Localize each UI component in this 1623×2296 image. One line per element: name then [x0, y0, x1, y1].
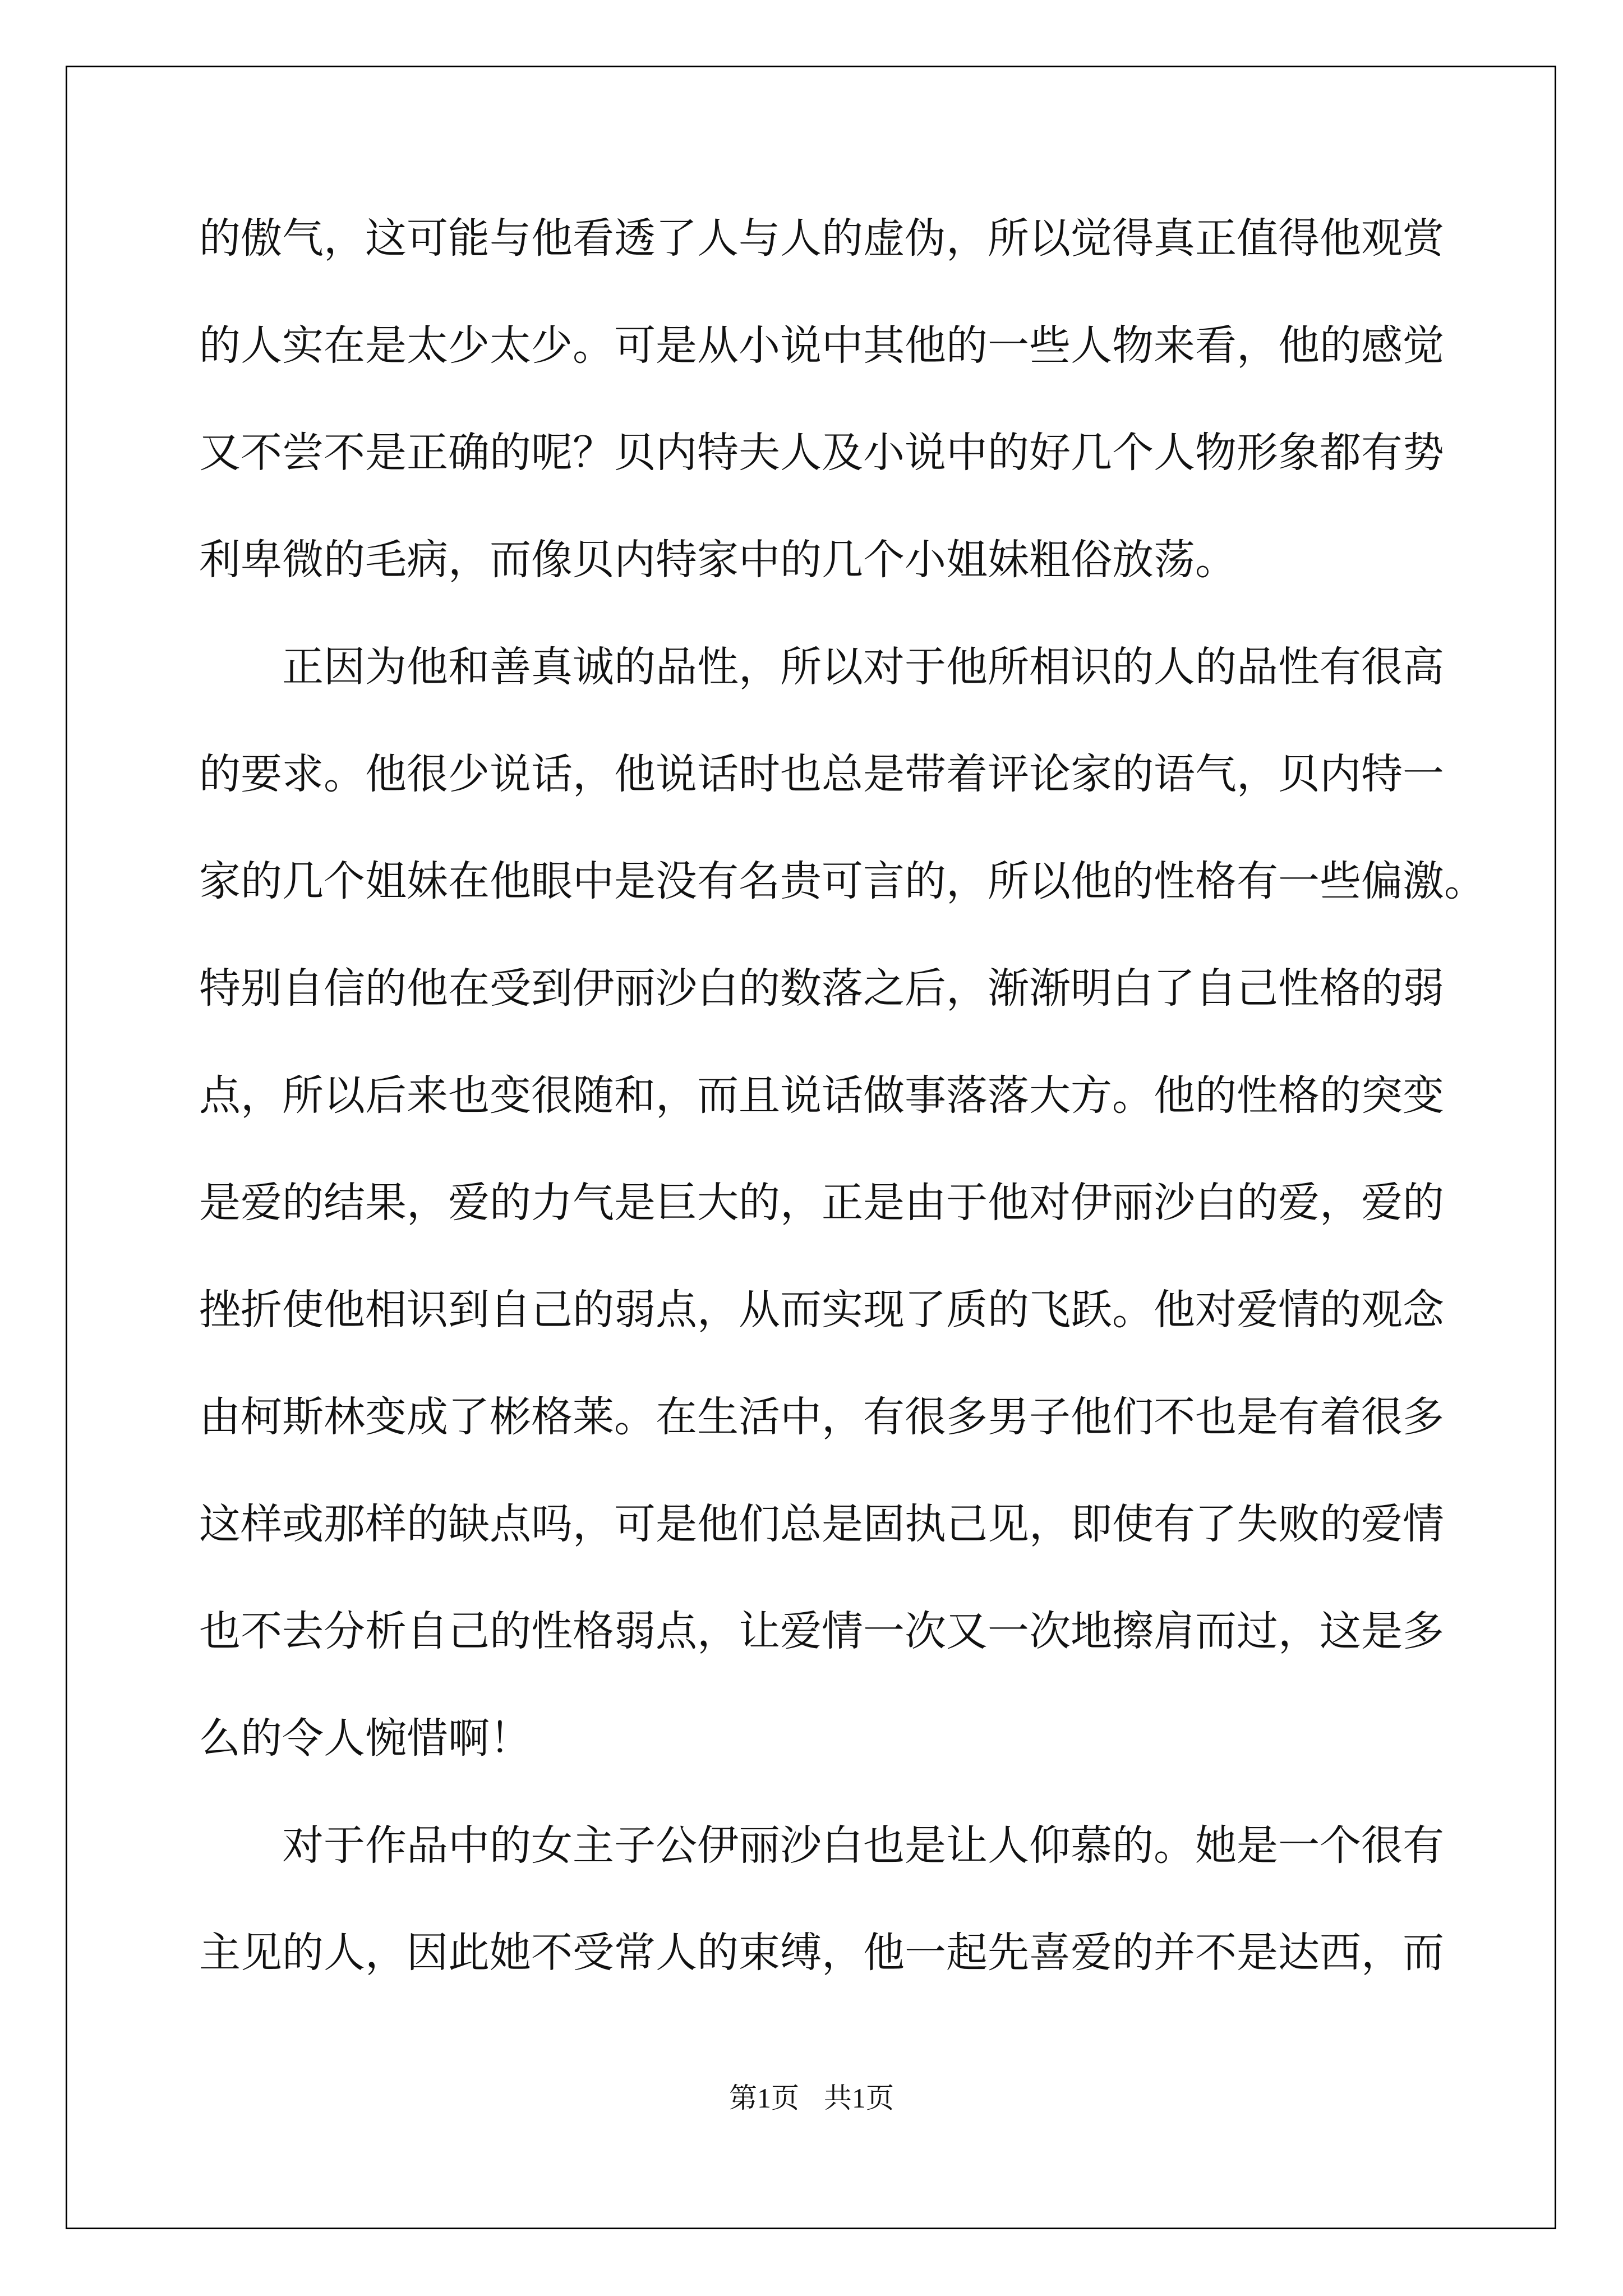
text-line: 的人实在是太少太少。可是从小说中其他的一些人物来看，他的感觉 — [199, 321, 1444, 370]
text-line: 由柯斯林变成了彬格莱。在生活中，有很多男子他们不也是有着很多 — [199, 1393, 1444, 1441]
page-number-current: 第1页 — [729, 2082, 799, 2114]
text-line: 正因为他和善真诚的品性，所以对于他所相识的人的品性有很高 — [282, 643, 1444, 691]
text-line: 家的几个姐妹在他眼中是没有名贵可言的，所以他的性格有一些偏激。 — [199, 857, 1486, 905]
text-line: 的要求。他很少说话，他说话时也总是带着评论家的语气，贝内特一 — [199, 750, 1444, 798]
text-line: 这样或那样的缺点吗，可是他们总是固执己见，即使有了失败的爱情 — [199, 1500, 1444, 1548]
page-footer — [0, 2076, 1623, 2116]
text-line: 么的令人惋惜啊！ — [199, 1714, 531, 1763]
page-number-total: 共1页 — [824, 2082, 894, 2114]
text-line: 主见的人，因此她不受常人的束缚，他一起先喜爱的并不是达西，而 — [199, 1929, 1444, 1977]
document-body — [199, 185, 1486, 2007]
text-line: 挫折使他相识到自己的弱点，从而实现了质的飞跃。他对爱情的观念 — [199, 1286, 1444, 1334]
text-line: 利卑微的毛病，而像贝内特家中的几个小姐妹粗俗放荡。 — [199, 536, 1237, 584]
text-line: 是爱的结果，爱的力气是巨大的，正是由于他对伊丽沙白的爱，爱的 — [199, 1179, 1444, 1227]
text-line: 对于作品中的女主子公伊丽沙白也是让人仰慕的。她是一个很有 — [282, 1821, 1444, 1870]
text-line: 特别自信的他在受到伊丽沙白的数落之后，渐渐明白了自己性格的弱 — [199, 964, 1444, 1013]
text-line: 点，所以后来也变很随和，而且说话做事落落大方。他的性格的突变 — [199, 1071, 1444, 1120]
text-line: 也不去分析自己的性格弱点，让爱情一次又一次地擦肩而过，这是多 — [199, 1607, 1444, 1655]
text-line: 又不尝不是正确的呢？贝内特夫人及小说中的好几个人物形象都有势 — [199, 429, 1444, 477]
text-line: 的傲气，这可能与他看透了人与人的虚伪，所以觉得真正值得他观赏 — [199, 214, 1444, 263]
